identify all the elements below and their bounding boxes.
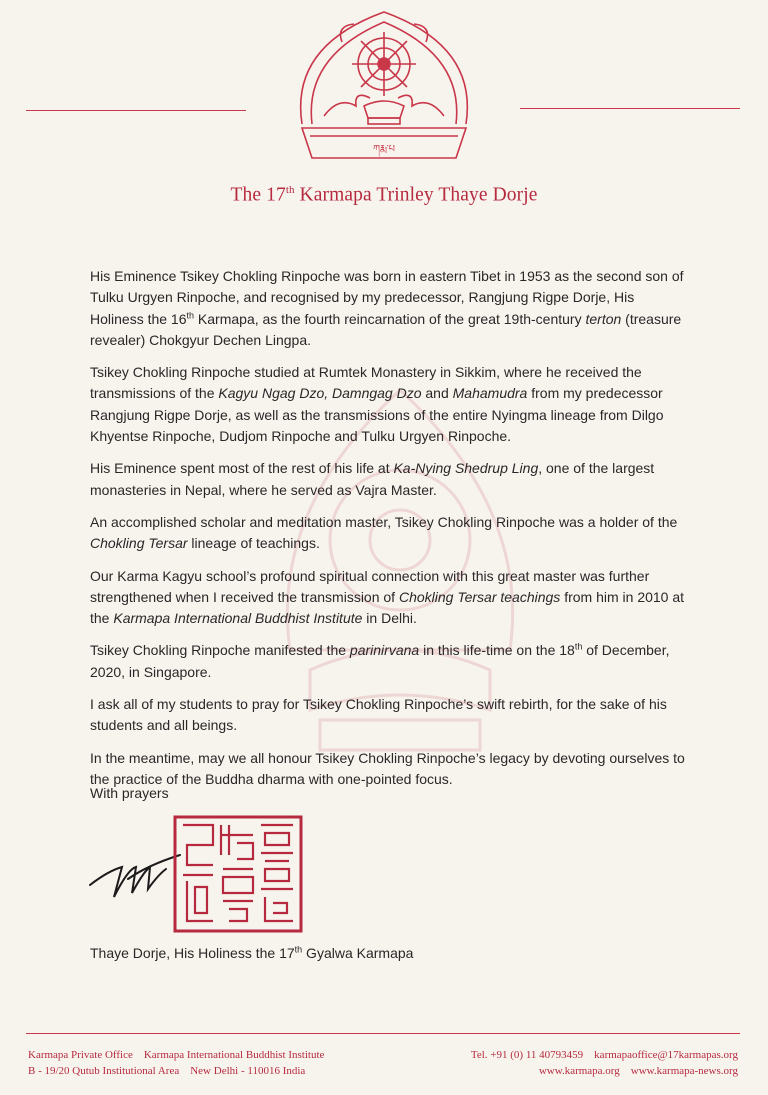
paragraph-5	[90, 566, 690, 630]
p5-text-b: from him in 2010 at the	[90, 588, 685, 627]
p1-emphasis: terton	[585, 310, 622, 327]
footer-rule	[26, 1033, 740, 1034]
p5-text-c: in Delhi.	[362, 610, 417, 627]
red-seal-stamp	[173, 815, 303, 933]
footer-right-line-1: Tel. +91 (0) 11 40793459 karmapaoffice@17karmapas.org	[470, 1049, 738, 1061]
paragraph-7: I ask all of my students to pray for Tsikey Chokling Rinpoche’s swift rebirth, for the sake of his students and all beings.	[90, 696, 667, 734]
title-ordinal: th	[285, 184, 295, 196]
footer-address	[28, 1047, 324, 1079]
footer-right-line-2: www.karmapa.org www.karmapa-news.org	[538, 1065, 738, 1077]
p3-text-b: , one of the largest monasteries in Nepal, where he served as Vajra Master.	[90, 460, 655, 498]
signoff-text-a: Thaye Dorje, His Holiness the 17	[90, 945, 295, 961]
p1-text-c: (treasure revealer) Chokgyur Dechen Lingpa.	[90, 310, 682, 348]
letterhead-title	[0, 184, 768, 207]
p6-text-b: in this life-time on the 18	[419, 642, 575, 659]
p6-emphasis: parinirvana	[349, 642, 420, 659]
paragraph-4	[90, 512, 690, 555]
p4-emphasis: Chokling Tersar	[90, 535, 188, 552]
p5-text-a: Our Karma Kagyu school’s profound spiritual connection with this great master was further strengthened when I received the transmission of	[90, 567, 650, 605]
signoff-text-b: Gyalwa Karmapa	[302, 945, 414, 961]
paragraph-3	[90, 458, 690, 501]
footer-left-line-1: Karmapa Private Office Karmapa International Buddhist Institute	[28, 1049, 325, 1061]
footer-left-line-2: B - 19/20 Qutub Institutional Area New Delhi - 110016 India	[28, 1065, 306, 1077]
p1-text-a: His Eminence Tsikey Chokling Rinpoche was born in eastern Tibet in 1953 as the second son of Tulku Urgyen Rinpoche, and recognised by my predecessor, Rangjung Rigpe Dorje, His Holiness the 16	[90, 268, 684, 327]
p4-text-b: lineage of teachings.	[187, 535, 320, 552]
karmapa-emblem-icon	[284, 6, 484, 166]
footer-contact	[471, 1047, 738, 1079]
title-suffix: Karmapa Trinley Thaye Dorje	[294, 184, 538, 206]
header-rule-right	[520, 108, 740, 109]
letter-body	[90, 266, 690, 801]
paragraph-2	[90, 362, 690, 447]
p5-emphasis-1: Chokling Tersar teachings	[398, 588, 561, 605]
p3-text-a: His Eminence spent most of the rest of his life at	[90, 460, 394, 477]
emblem-text: ཀརྨ་པ	[373, 144, 395, 155]
p1-text-b: Karmapa, as the fourth reincarnation of the great 19th-century	[194, 310, 586, 327]
p2-emphasis-1: Kagyu Ngag Dzo, Damngag Dzo	[218, 385, 422, 402]
p2-emphasis-2: Mahamudra	[452, 385, 528, 402]
p2-text-a: Tsikey Chokling Rinpoche studied at Rumtek Monastery in Sikkim, where he received the transmissions of the	[90, 364, 642, 402]
p2-text-b: and	[421, 385, 453, 402]
signoff-line	[90, 945, 413, 961]
p3-emphasis: Ka-Nying Shedrup Ling	[393, 460, 539, 477]
paragraph-6	[90, 640, 690, 683]
p6-ordinal: th	[574, 641, 583, 652]
title-prefix: The 17	[230, 184, 286, 206]
paragraph-8: In the meantime, may we all honour Tsikey Chokling Rinpoche’s legacy by devoting ourselves to the practice of the Buddha dharma with one-pointed focus.	[90, 749, 685, 787]
header-rule-left	[26, 110, 246, 111]
p2-text-c: from my predecessor Rangjung Rigpe Dorje, as well as the transmissions of the entire Nyingma lineage from Dilgo Khyentse Rinpoche, Dudjom Rinpoche and Tulku Urgyen Rinpoche.	[90, 385, 664, 445]
paragraph-1	[90, 266, 690, 351]
p4-text-a: An accomplished scholar and meditation master, Tsikey Chokling Rinpoche was a holder of the	[90, 513, 678, 530]
closing-line: With prayers	[90, 785, 169, 801]
signoff-ordinal: th	[294, 944, 303, 955]
p6-text-c: of December, 2020, in Singapore.	[90, 642, 670, 680]
p6-text-a: Tsikey Chokling Rinpoche manifested the	[90, 642, 350, 659]
p5-emphasis-2: Karmapa International Buddhist Institute	[113, 610, 363, 627]
p1-ordinal: th	[186, 309, 195, 320]
